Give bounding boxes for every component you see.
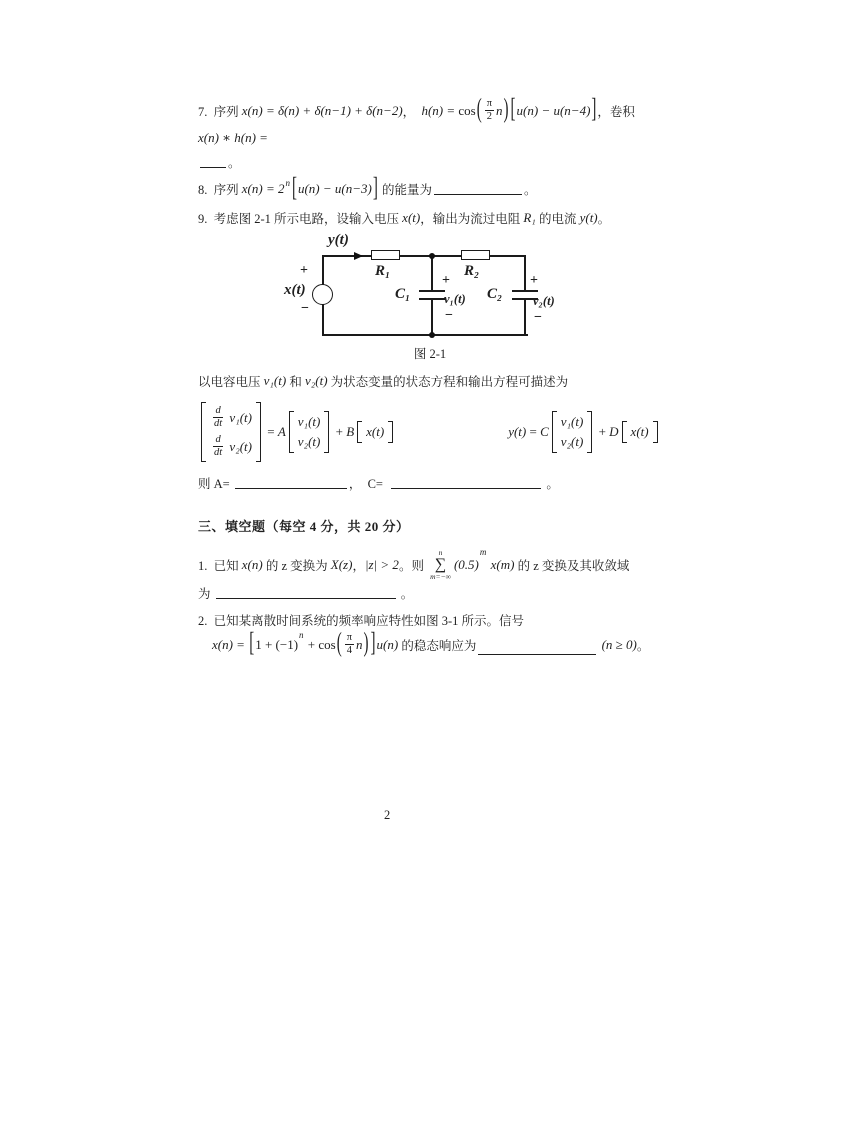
token-m: v₂(t) — [226, 438, 252, 454]
token-m: (n ≥ 0) — [598, 636, 637, 652]
wire-top — [322, 255, 526, 257]
node-dot-top — [429, 253, 435, 259]
figure-caption: 图 2-1 — [413, 347, 447, 362]
question-9-line — [198, 209, 698, 227]
token-txt: 。 — [228, 156, 241, 171]
token-mr: + — [595, 424, 610, 440]
token-txt: 的 z 变换及其收敛域 — [514, 558, 630, 573]
label-c1: C₁ — [395, 286, 411, 303]
token-m: u(n) − u(n−4) — [516, 102, 591, 118]
state-equation-right — [508, 402, 660, 462]
token-m: x(t) — [366, 424, 385, 440]
capacitor-c2-plate-top — [512, 290, 538, 292]
source-plus-sign: + — [300, 263, 308, 279]
token-txt: 则 A= — [198, 477, 233, 492]
token-txt: 。 — [543, 477, 559, 492]
token-big: ( — [336, 629, 342, 659]
token-txt: 8. 序列 — [198, 183, 242, 198]
wire-c1-upper — [431, 255, 433, 291]
token-vec — [357, 421, 393, 443]
token-txt: 2. 已知某离散时间系统的频率响应特性如图 3-1 所示。信号 — [198, 614, 525, 629]
token-m: A — [277, 424, 286, 440]
token-txt: 。 — [523, 183, 537, 198]
section-3-header: 三、填空题（每空 4 分，共 20 分） — [198, 519, 410, 535]
node-dot-bottom — [429, 332, 435, 338]
token-frac: $\frac{d}{dt}$ — [214, 405, 223, 430]
question-8-line — [198, 173, 698, 203]
v1-plus-sign: + — [442, 273, 450, 289]
token-txt: 以电容电压 — [198, 375, 264, 390]
resistor-r1 — [371, 250, 400, 260]
question-7-answer-blank — [198, 153, 698, 171]
token-txt: ，输出为流过电阻 — [420, 212, 524, 227]
token-m: X(z) — [330, 556, 353, 572]
question-7-line-2 — [198, 129, 698, 147]
token-u — [391, 487, 541, 489]
token-vec — [289, 411, 330, 453]
token-mr: + cos — [304, 636, 336, 652]
token-big: ( — [476, 94, 482, 125]
token-vec — [622, 421, 658, 443]
token-m: x(n) = — [212, 636, 249, 652]
token-mr: = — [263, 424, 278, 440]
token-txt: 。则 — [398, 558, 428, 573]
token-txt: 。 — [636, 638, 650, 653]
token-m: |z| > 2 — [364, 556, 399, 572]
state-equation-left — [198, 402, 396, 462]
section3-question-2-line-1 — [198, 611, 698, 629]
token-txt: 的能量为 — [378, 183, 432, 198]
token-sup: n — [299, 630, 304, 641]
token-m: v₁(t) — [297, 414, 321, 430]
token-m: v₂(t) — [560, 434, 584, 450]
token-big: ] — [591, 94, 597, 125]
token-m: h(n) = — [421, 102, 459, 118]
token-m: x(t) — [402, 210, 421, 226]
state-equation-intro — [198, 372, 698, 390]
token-m: v₁(t) — [263, 373, 287, 389]
token-txt: ， C= — [348, 477, 390, 492]
token-txt: 和 — [286, 375, 305, 390]
token-txt: ，卷积 — [597, 104, 635, 119]
token-m: (0.5) — [453, 556, 479, 572]
token-m: x(n) ∗ h(n) = — [198, 130, 268, 146]
token-sup: n — [285, 178, 290, 189]
token-txt: 的电流 — [535, 212, 580, 227]
label-r1: R₁ — [375, 263, 391, 280]
section3-question-1-line-1 — [198, 549, 698, 580]
v2-minus-sign: − — [534, 310, 542, 326]
v1-minus-sign: − — [445, 308, 453, 324]
token-m: n — [356, 636, 363, 652]
question-7-line-1 — [198, 94, 698, 125]
token-mr: + — [332, 424, 347, 440]
token-m: v₂(t) — [304, 373, 328, 389]
wire-left-upper — [322, 255, 324, 285]
token-m: n — [496, 102, 503, 118]
token-big: ) — [363, 629, 369, 659]
token-frac: $\frac{d}{dt}$ — [214, 434, 223, 459]
token-txt: 的 z 变换为 — [262, 558, 331, 573]
wire-c1-lower — [431, 299, 433, 336]
token-big: ] — [370, 629, 376, 659]
state-equations — [198, 402, 698, 462]
wire-bottom — [322, 334, 528, 336]
token-txt: 7. 序列 — [198, 104, 242, 119]
token-txt: ， — [352, 558, 365, 573]
token-u — [216, 597, 396, 599]
token-big: [ — [510, 94, 516, 125]
token-frac: $\frac{\pi}{4}$ — [346, 632, 353, 657]
token-txt: ， — [402, 104, 422, 119]
label-c2: C₂ — [487, 286, 503, 303]
token-txt: 为 — [198, 587, 214, 602]
section3-question-1-line-2 — [198, 584, 698, 602]
token-m: C — [540, 424, 549, 440]
token-txt: 1. 已知 — [198, 558, 242, 573]
wire-left-lower — [322, 304, 324, 336]
token-m: u(n) − u(n−3) — [297, 181, 372, 197]
label-r2: R₂ — [464, 263, 480, 280]
token-txt: 为状态变量的状态方程和输出方程可描述为 — [327, 375, 569, 390]
circuit-figure-2-1 — [284, 232, 576, 362]
token-txt: 的稳态响应为 — [398, 638, 477, 653]
wire-c2-upper — [524, 255, 526, 291]
section3-question-2-line-2 — [212, 629, 698, 659]
token-m: x(m) — [487, 556, 515, 572]
token-m: D — [609, 424, 619, 440]
label-current-yt: y(t) — [328, 232, 349, 249]
token-txt: 。 — [397, 587, 414, 602]
token-vec — [201, 402, 261, 462]
token-m: x(n) — [241, 556, 263, 572]
token-m: B — [346, 424, 355, 440]
token-txt: 9. 考虑图 2-1 所示电路，设输入电压 — [198, 212, 403, 227]
then-a-c-blanks — [198, 474, 698, 492]
token-u — [434, 193, 522, 195]
token-m: x(t) — [630, 424, 649, 440]
label-source-xt: x(t) — [284, 282, 306, 299]
capacitor-c1-plate-top — [419, 290, 445, 292]
source-minus-sign: − — [301, 301, 309, 317]
label-v2: v₂(t) — [533, 294, 555, 309]
label-v1: v₁(t) — [444, 292, 466, 307]
token-m: x(n) = 2 — [241, 181, 285, 197]
token-m: u(n) — [376, 636, 399, 652]
token-m: v₁(t) — [560, 414, 584, 430]
page-number: 2 — [384, 808, 391, 822]
current-arrow-icon — [354, 252, 363, 260]
token-m: x(n) = δ(n) + δ(n−1) + δ(n−2) — [241, 102, 403, 118]
token-mr: 1 + (−1) — [255, 636, 299, 652]
token-u — [478, 653, 596, 655]
token-u — [200, 166, 226, 168]
token-m: v₂(t) — [297, 434, 321, 450]
token-m: v₁(t) — [226, 409, 252, 425]
token-mr: = — [526, 424, 541, 440]
token-big: ] — [372, 173, 378, 203]
resistor-r2 — [461, 250, 490, 260]
page-content — [198, 94, 698, 666]
token-m: R₁ — [523, 210, 536, 226]
token-u — [235, 487, 347, 489]
v2-plus-sign: + — [530, 273, 538, 289]
token-txt: 。 — [597, 212, 611, 227]
token-big: ) — [503, 94, 509, 125]
token-sum: n ∑ m=−∞ — [430, 548, 451, 581]
token-m: y(t) — [579, 210, 598, 226]
token-frac: $\frac{\pi}{2}$ — [486, 98, 493, 123]
token-mr: cos — [458, 102, 476, 118]
voltage-source-circle — [312, 284, 333, 305]
token-sup: m — [479, 547, 487, 558]
token-vec — [552, 411, 593, 453]
token-big: [ — [291, 173, 297, 203]
wire-c2-lower — [524, 299, 526, 336]
token-big: [ — [249, 629, 255, 659]
token-m: y(t) — [508, 424, 527, 440]
